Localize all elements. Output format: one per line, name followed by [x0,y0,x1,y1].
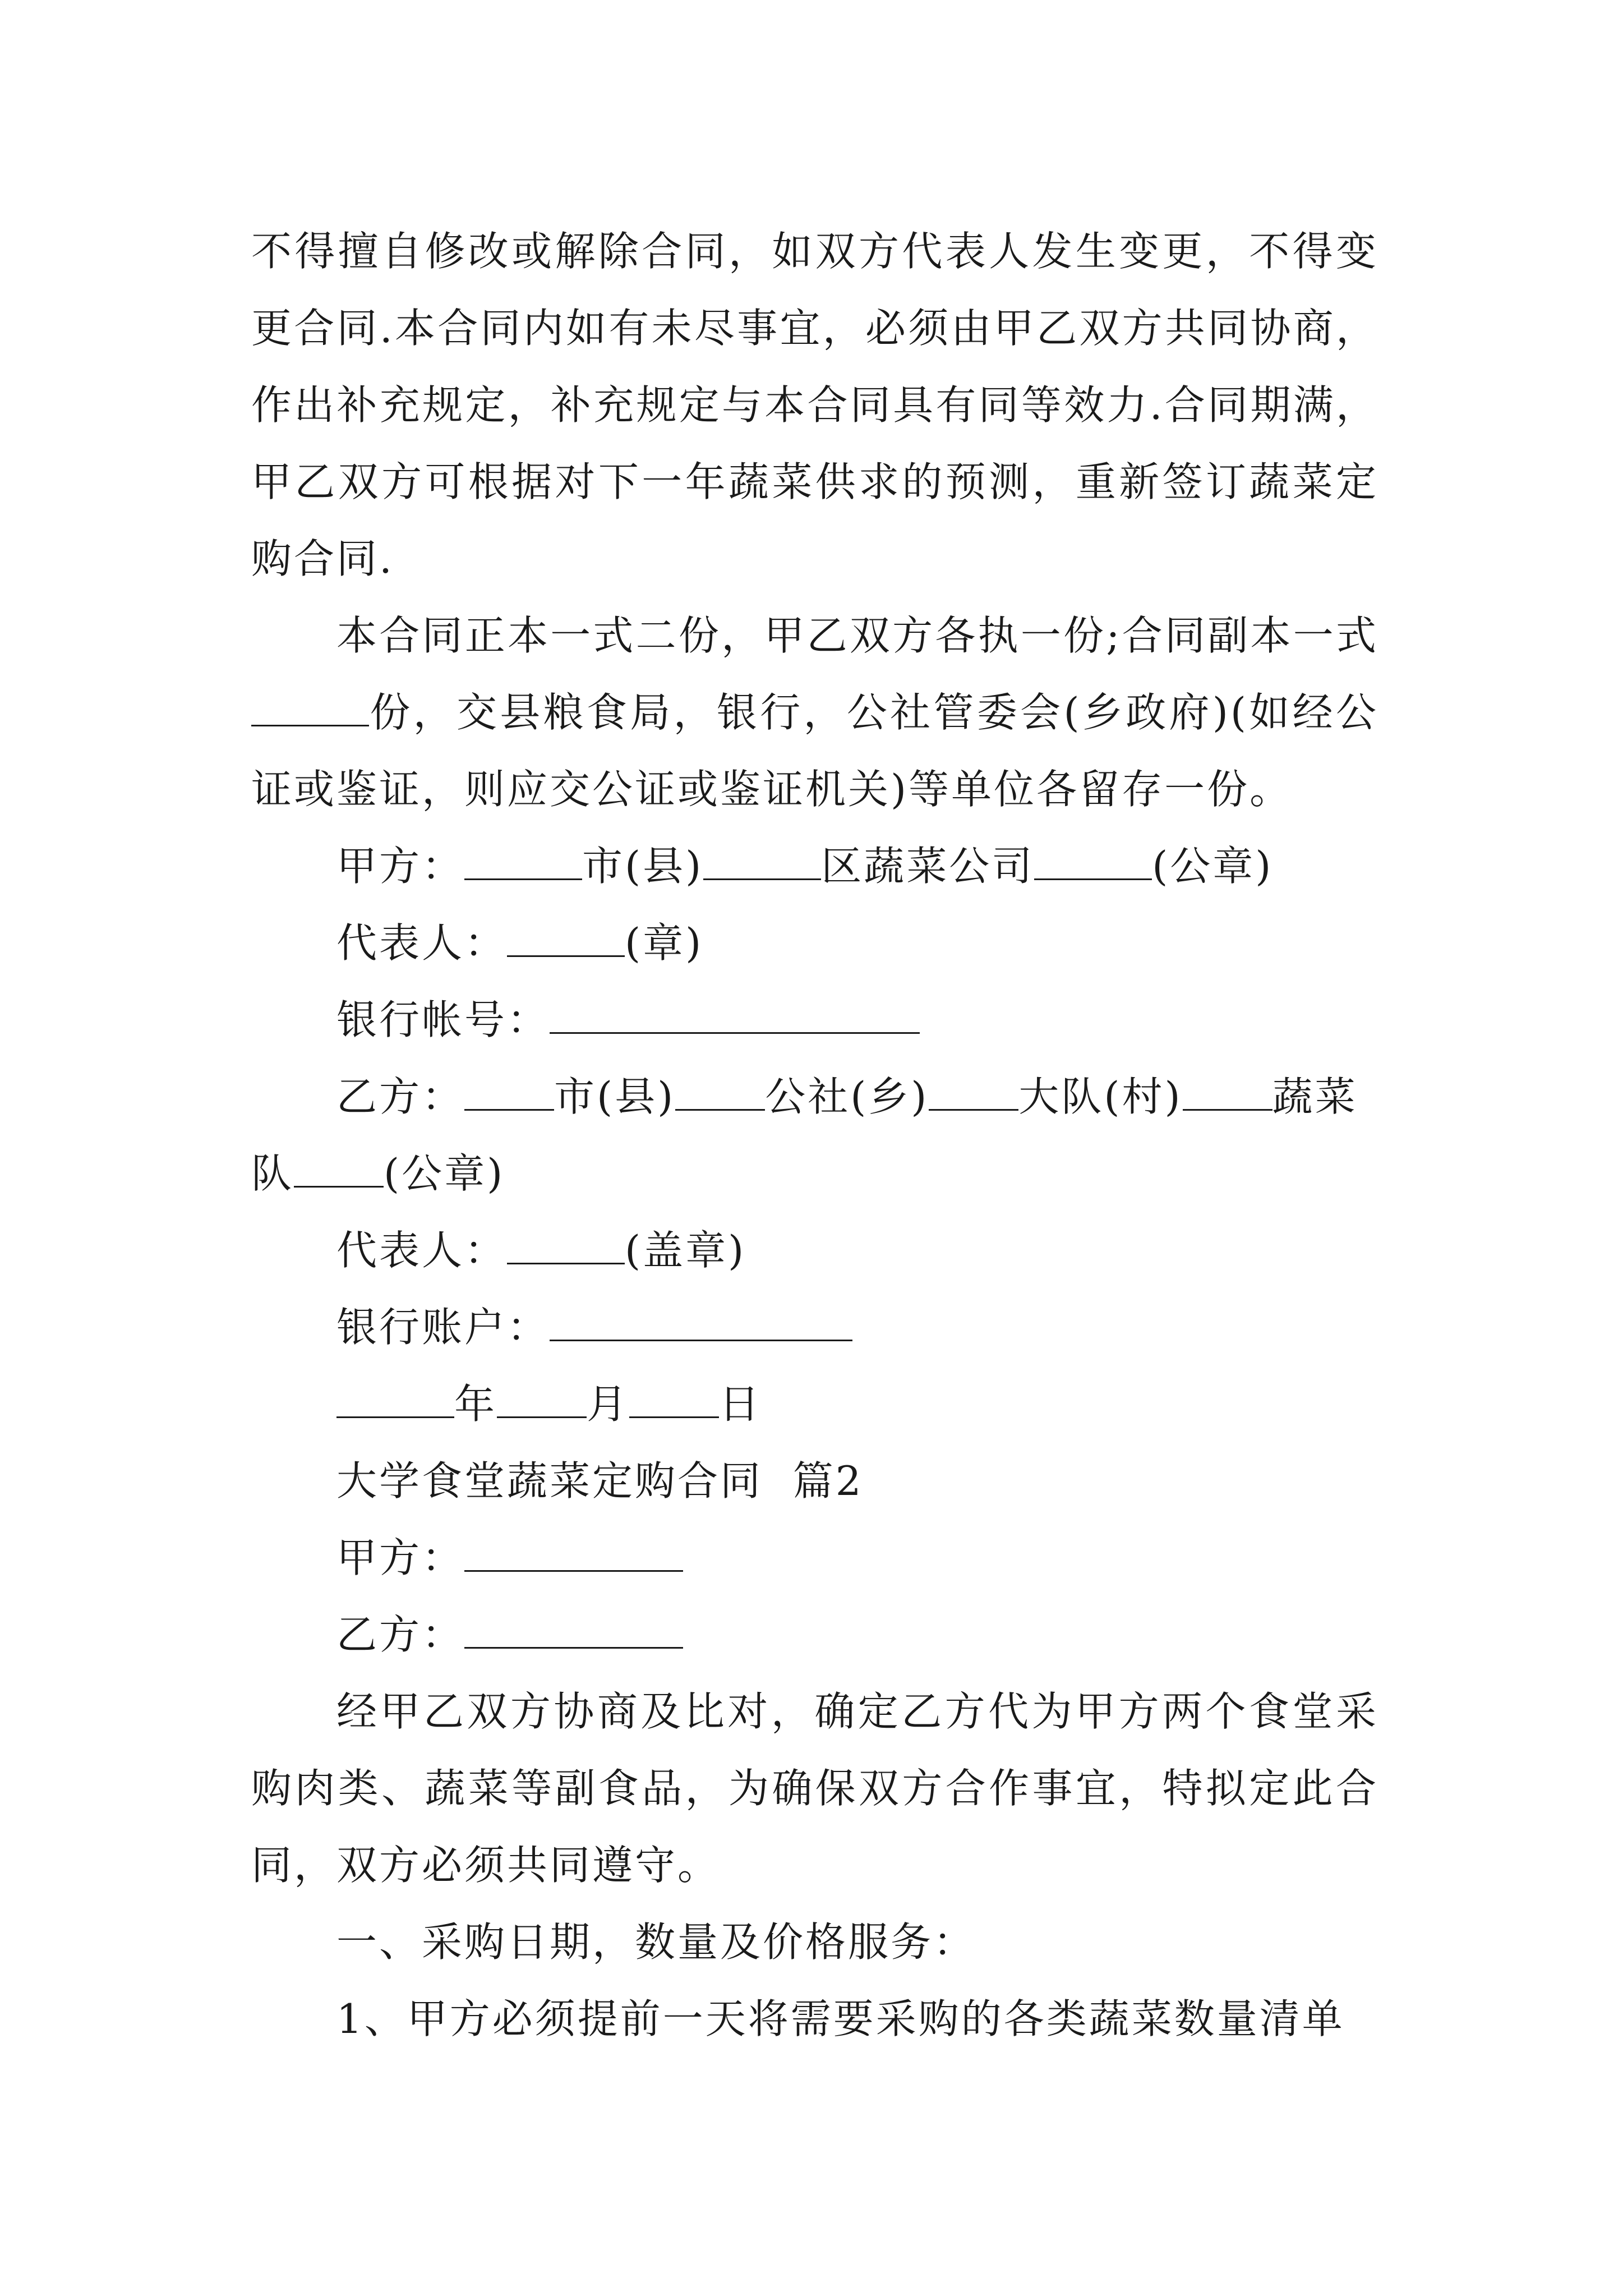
rep-b-blank [507,1230,625,1264]
party-a-label: 甲方： [336,843,465,890]
paragraph-copies [251,597,1378,828]
copies-text-end: 份，交县粮食局，银行，公社管委会(乡政府)(如经公证或鉴证，则应交公证或鉴证机关)等单位各留存一份。 [251,689,1378,813]
rep-b-line [251,1212,1378,1289]
party-b-team-name-blank [294,1153,384,1188]
party-a-city-label: 市(县) [582,843,704,890]
document-body [251,213,1378,2058]
party-b-team-label: 蔬菜 [1272,1073,1358,1120]
rep-a-blank [507,923,625,957]
rep-b-seal-label: (盖章) [625,1227,746,1274]
rep-a-line [251,905,1378,982]
party-b-brigade-blank [929,1076,1018,1111]
party-a-company-blank [1034,846,1152,880]
party-b-line [251,1059,1378,1135]
party-b-line-cont [251,1135,1378,1212]
party-b-label: 乙方： [336,1073,465,1120]
date-year-label: 年 [454,1381,497,1428]
party-a2-blank [464,1538,683,1572]
party-b-brigade-label: 大队(村) [1018,1073,1183,1120]
bank-b-blank [550,1307,852,1341]
copies-count-blank [251,692,369,726]
rep-a-label: 代表人： [336,919,508,967]
party-a-line [251,828,1378,905]
paragraph-contract-terms: 不得擅自修改或解除合同，如双方代表人发生变更，不得变更合同.本合同内如有未尽事宜，必须由甲乙双方共同协商，作出补充规定，补充规定与本合同具有同等效力.合同期满，甲乙双方可根据对下一年蔬菜供求的预测，重新签订蔬菜定购合同. [251,228,1378,582]
party-a-district-blank [703,846,821,880]
date-line [251,1366,1378,1443]
rep-b-label: 代表人： [336,1227,508,1274]
paragraph-agreement: 经甲乙双方协商及比对，确定乙方代为甲方两个食堂采购肉类、蔬菜等副食品，为确保双方合作事宜，特拟定此合同，双方必须共同遵守。 [251,1688,1378,1889]
bank-a-blank [550,1000,920,1034]
date-day-blank [629,1384,719,1418]
party-b-team-blank [1183,1076,1272,1111]
rep-a-seal-label: (章) [625,919,704,967]
party-a2-label: 甲方： [336,1534,465,1581]
party-b-commune-label: 公社(乡) [765,1073,929,1120]
party-b2-blank [464,1614,683,1649]
date-year-blank [336,1384,454,1418]
party-b-commune-blank [675,1076,765,1111]
party-a-city-blank [464,846,582,880]
party-b-team-label-2: 队 [251,1150,294,1197]
bank-b-line [251,1289,1378,1366]
party-b-seal-label: (公章) [384,1150,505,1197]
date-month-blank [497,1384,587,1418]
date-day-label: 日 [719,1381,762,1428]
party-a-district-label: 区蔬菜公司 [821,843,1035,890]
party-b-city-blank [464,1076,554,1111]
copies-text-start: 本合同正本一式二份，甲乙双方各执一份;合同副本一式 [336,612,1378,659]
bank-a-label: 银行帐号： [336,996,550,1043]
heading-section-1: 一、采购日期，数量及价格服务： [336,1918,976,1966]
party-b2-label: 乙方： [336,1611,465,1658]
bank-a-line [251,982,1378,1059]
party-b2-line [251,1596,1378,1673]
date-month-label: 月 [587,1381,630,1428]
list-item-1: 1、甲方必须提前一天将需要采购的各类蔬菜数量清单 [336,1995,1345,2042]
bank-b-label: 银行账户： [336,1304,550,1351]
section-title: 大学食堂蔬菜定购合同 篇2 [336,1457,864,1504]
party-b-city-label: 市(县) [554,1073,676,1120]
party-a2-line [251,1520,1378,1596]
party-a-seal-label: (公章) [1152,843,1274,890]
